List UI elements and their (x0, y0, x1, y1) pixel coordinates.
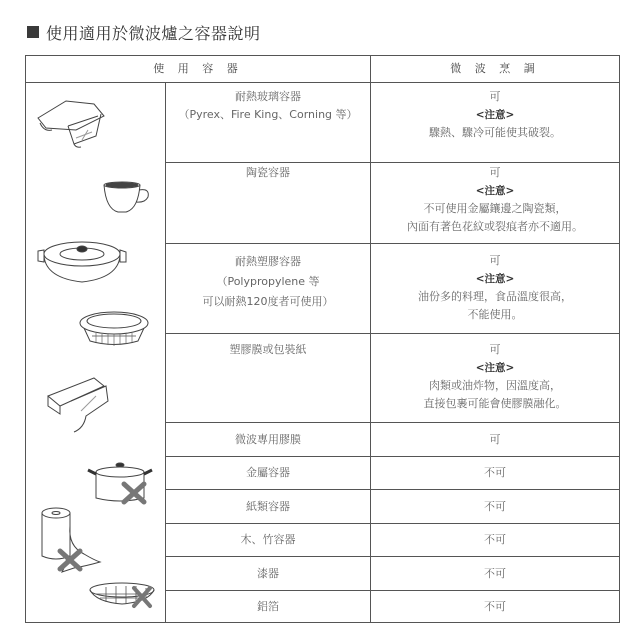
square-bullet-icon (27, 26, 39, 38)
caution-label: <注意> (475, 362, 515, 374)
note: 油份多的料理，食品溫度很高， (418, 290, 572, 303)
note: 肉類或油炸物，因溫度高， (429, 379, 561, 392)
container-detail: 可以耐熱120度者可使用） (202, 295, 334, 308)
result: 可 (489, 432, 501, 446)
container-name: 漆器 (257, 566, 279, 580)
result: 可 (489, 343, 501, 356)
container-cell (166, 164, 370, 182)
container-cell (166, 557, 370, 590)
caution-label: <注意> (475, 185, 515, 197)
divider (166, 162, 619, 163)
result: 不可 (484, 466, 506, 479)
microwave-cell (371, 88, 619, 142)
container-cell (166, 457, 370, 489)
paper-towel-icon (42, 508, 100, 572)
container-name: 耐熱塑膠容器 (235, 255, 301, 268)
microwave-cell (371, 490, 619, 523)
microwave-cell (371, 524, 619, 556)
caution-label: <注意> (475, 109, 515, 121)
container-name: 紙類容器 (246, 499, 290, 513)
note: 不能使用。 (467, 308, 523, 321)
note: 不可使用金屬鑲邊之陶瓷類， (423, 202, 567, 215)
container-cell (166, 252, 370, 312)
coffee-cup-icon (104, 182, 148, 212)
microwave-cell (371, 341, 619, 413)
plastic-wrap-icon (48, 378, 108, 432)
container-name: 塑膠膜或包裝紙 (229, 343, 307, 356)
result: 不可 (484, 533, 506, 546)
result: 可 (489, 166, 501, 179)
result: 可 (489, 254, 501, 267)
caution-label: <注意> (475, 273, 515, 285)
microwave-cell (371, 457, 619, 489)
note: 直接包裹可能會使膠膜融化。 (423, 397, 567, 410)
illustrations-column (26, 56, 165, 623)
header-microwave (371, 56, 619, 82)
metal-pot-icon (88, 463, 152, 502)
result: 不可 (484, 499, 506, 513)
container-name: 鋁箔 (257, 600, 279, 613)
microwave-cell (371, 252, 619, 324)
microwave-cell (371, 557, 619, 590)
container-table (25, 55, 620, 623)
container-name: 耐熱玻璃容器 (235, 90, 301, 103)
container-detail: （Pyrex、Fire King、Corning 等） (178, 108, 358, 121)
container-name: 微波專用膠膜 (235, 432, 301, 446)
wicker-basket-icon (90, 583, 154, 606)
result: 不可 (484, 600, 506, 613)
container-cell (166, 88, 370, 124)
container-cell (166, 423, 370, 456)
container-name: 金屬容器 (246, 466, 290, 479)
note: 驟熱、驟冷可能使其破裂。 (429, 126, 561, 139)
container-detail: （Polypropylene 等 (216, 275, 320, 288)
plastic-casserole-icon (38, 242, 126, 282)
result: 不可 (484, 566, 506, 580)
microwave-cell (371, 591, 619, 623)
divider (166, 333, 619, 334)
page-title (27, 22, 261, 42)
header-container-label: 使 用 容 器 (153, 62, 243, 75)
title-text: 使用適用於微波爐之容器說明 (46, 23, 261, 43)
container-cell (166, 490, 370, 523)
container-name: 陶瓷容器 (246, 166, 290, 179)
result: 可 (489, 90, 501, 103)
microwave-cell (371, 164, 619, 236)
microwave-cell (371, 423, 619, 456)
container-cell (166, 524, 370, 556)
container-name: 木、竹容器 (240, 533, 296, 546)
divider (166, 243, 619, 244)
container-cell (166, 591, 370, 623)
container-cell (166, 341, 370, 359)
header-microwave-label: 微 波 烹 調 (450, 62, 540, 75)
note: 內面有著色花紋或裂痕者亦不適用。 (407, 220, 583, 233)
plastic-bowl-icon (80, 312, 148, 346)
glass-container-icon (38, 101, 104, 147)
